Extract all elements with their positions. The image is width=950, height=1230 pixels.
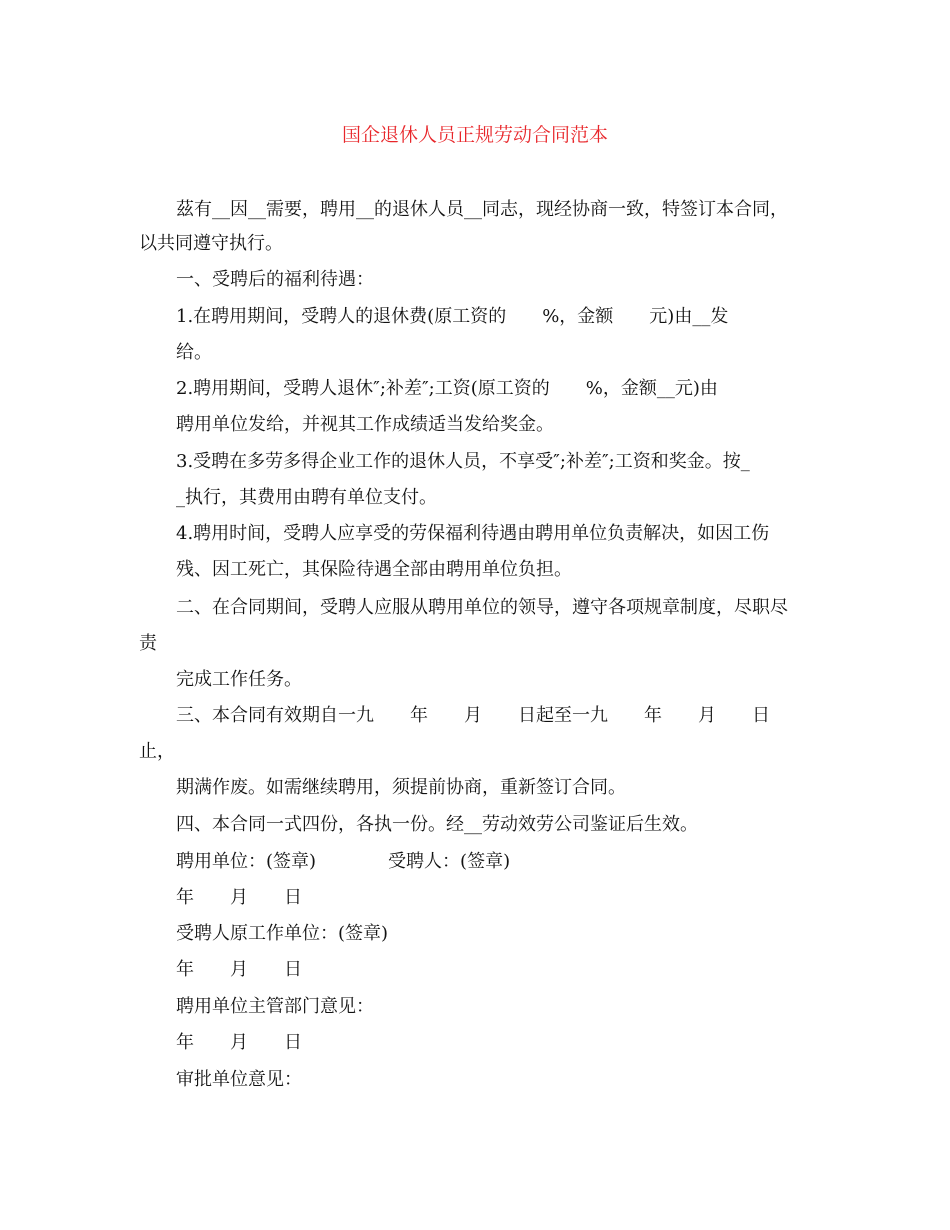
section-2-line-3: 完成工作任务。 [176,669,302,690]
section-2-line-2: 责 [139,633,157,654]
item-3-line-2: _执行，其费用由聘有单位支付。 [176,487,437,508]
section-3-line-1: 三、本合同有效期自一九 年 月 日起至一九 年 月 日 [176,705,770,726]
item-1-line-2: 给。 [176,342,212,363]
item-4-line-1: 4.聘用时间，受聘人应享受的劳保福利待遇由聘用单位负责解决，如因工伤 [176,523,770,544]
body-line-1: 茲有__因__需要，聘用__的退休人员__同志，现经协商一致，特签订本合同， [176,199,788,220]
item-2-line-2: 聘用单位发给，并视其工作成绩适当发给奖金。 [176,414,554,435]
section-4-line: 四、本合同一式四份，各执一份。经__劳动效劳公司鉴证后生效。 [176,814,698,835]
item-2-line-1: 2.聘用期间，受聘人退休″;补差″;工资(原工资的 %，金额__元)由 [176,378,718,399]
section-1-heading: 一、受聘后的福利待遇： [176,269,374,290]
date-line-3: 年 月 日 [176,1032,302,1053]
signature-original-unit: 受聘人原工作单位：(签章) [176,923,389,944]
section-3-line-3: 期满作废。如需继续聘用，须提前协商，重新签订合同。 [176,777,626,798]
section-2-line-1: 二、在合同期间，受聘人应服从聘用单位的领导，遵守各项规章制度，尽职尽 [176,597,788,618]
item-1-line-1: 1.在聘用期间，受聘人的退休费(原工资的 %，金额 元)由__发 [176,306,729,327]
supervisor-opinion: 聘用单位主管部门意见： [176,996,374,1017]
signature-employer-employee: 聘用单位：(签章) 受聘人：(签章) [176,851,511,872]
item-3-line-1: 3.受聘在多劳多得企业工作的退休人员，不享受″;补差″;工资和奖金。按_ [176,451,750,472]
item-4-line-2: 残、因工死亡，其保险待遇全部由聘用单位负担。 [176,559,572,580]
approval-opinion: 审批单位意见： [176,1069,302,1090]
document-title: 国企退休人员正规劳动合同范本 [341,124,608,146]
section-3-line-2: 止， [139,741,175,762]
body-line-2: 以共同遵守执行。 [139,233,283,254]
date-line-2: 年 月 日 [176,959,302,980]
date-line-1: 年 月 日 [176,887,302,908]
